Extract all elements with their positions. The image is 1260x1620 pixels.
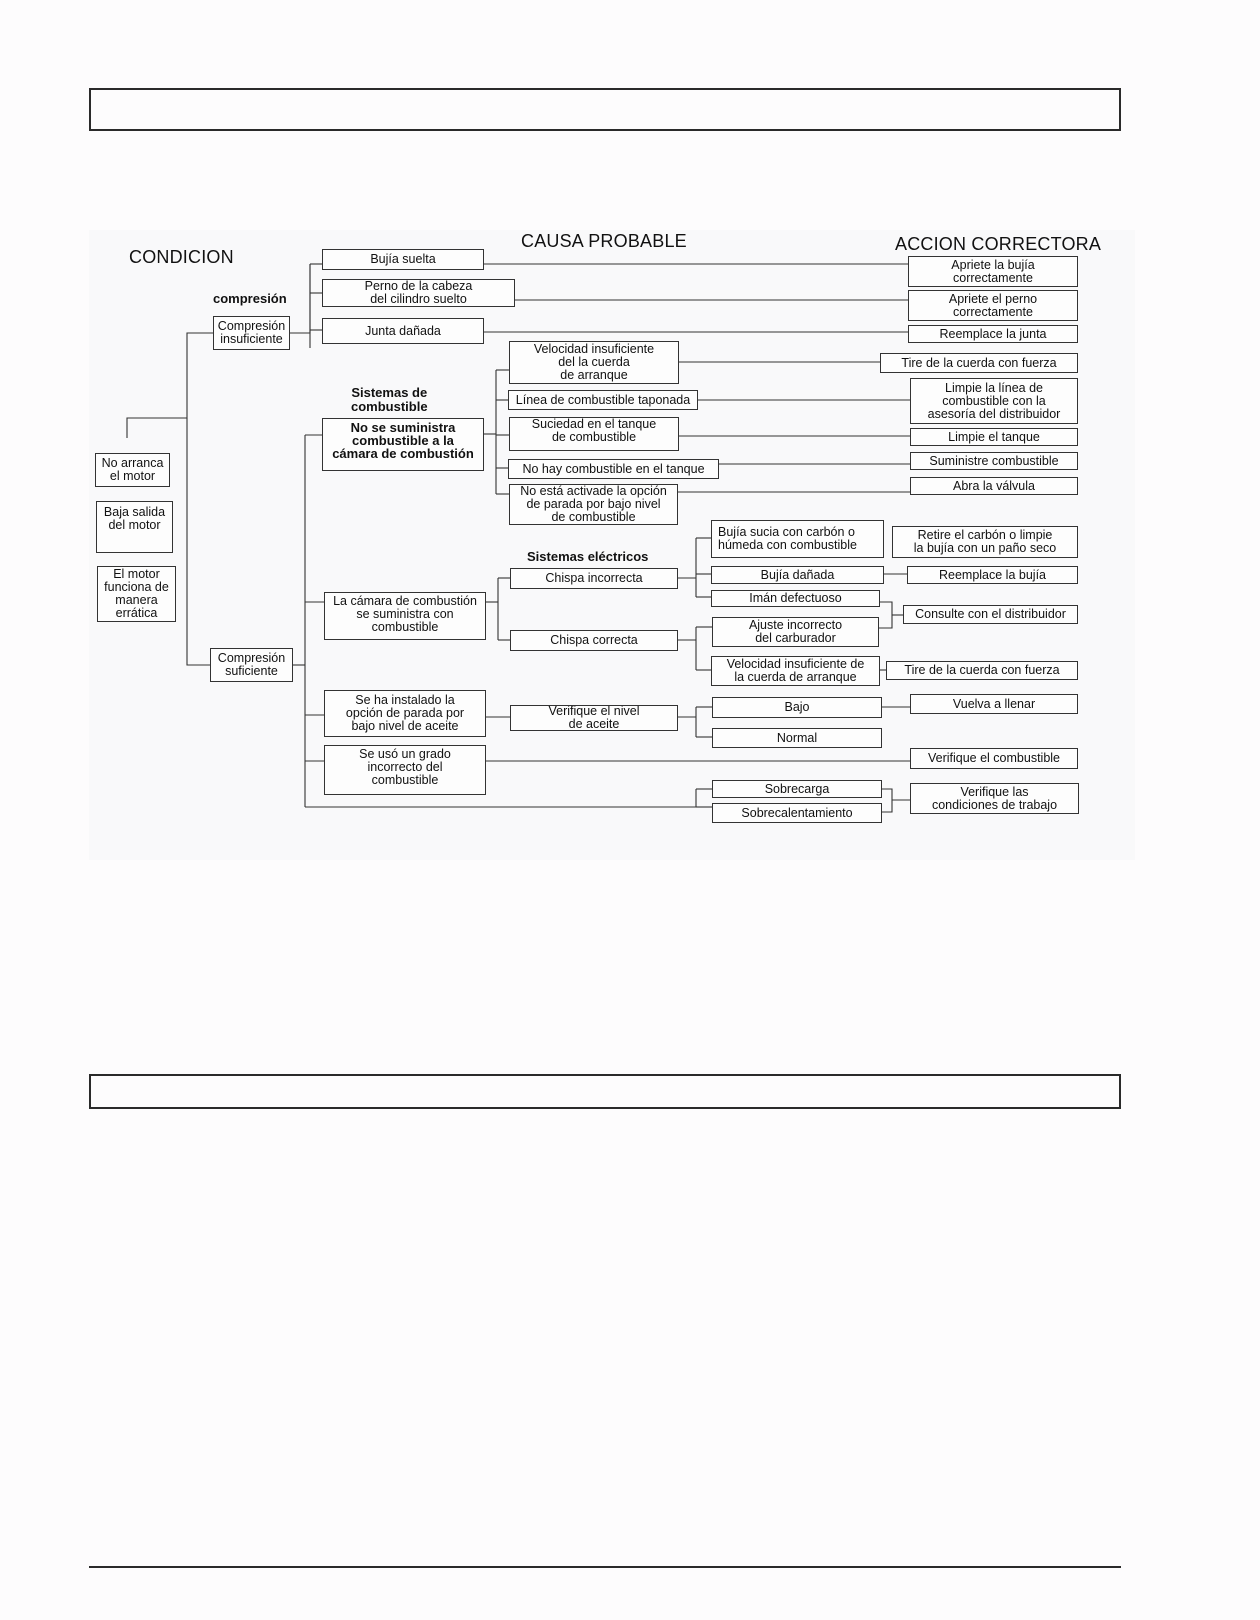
action-apriete-perno: Apriete el perno correctamente [908,290,1078,321]
cause-bujia-danada: Bujía dañada [711,566,884,584]
label-sistemas-electricos: Sistemas eléctricos [527,549,649,564]
cause-no-suministra-combustible: No se suministra combustible a la cámara de combustión [322,418,484,471]
cause-linea-taponada: Línea de combustible taponada [508,390,698,410]
action-suministre-combustible: Suministre combustible [910,452,1078,470]
cause-verifique-aceite: Verifique el nivel de aceite [510,705,678,731]
cause-chispa-correcta: Chispa correcta [510,630,678,651]
header-box-bottom [89,1074,1121,1109]
footer-rule [89,1566,1121,1568]
action-vuelva-llenar: Vuelva a llenar [910,694,1078,714]
cause-ajuste-carburador: Ajuste incorrecto del carburador [712,617,879,647]
cause-junta-danada: Junta dañada [322,318,484,344]
cause-bujia-suelta: Bujía suelta [322,249,484,270]
header-box-top [89,88,1121,131]
action-tire-cuerda: Tire de la cuerda con fuerza [880,353,1078,373]
action-reemplace-bujia: Reemplace la bujía [907,566,1078,584]
heading-accion-correctora: ACCION CORRECTORA [895,234,1102,254]
troubleshooting-diagram [89,230,1135,860]
action-abra-valvula: Abra la válvula [910,477,1078,495]
cause-no-hay-combustible: No hay combustible en el tanque [508,459,719,479]
label-compresion: compresión [213,291,287,306]
condition-no-arranca: No arranca el motor [95,453,170,487]
heading-causa-probable: CAUSA PROBABLE [521,231,687,251]
action-apriete-bujia: Apriete la bujía correctamente [908,256,1078,287]
action-consulte-distribuidor: Consulte con el distribuidor [903,605,1078,624]
action-limpie-linea: Limpie la línea de combustible con la asesoría del distribuidor [910,378,1078,424]
action-limpie-tanque: Limpie el tanque [910,428,1078,446]
cause-normal: Normal [712,728,882,748]
cause-camara-suministra: La cámara de combustión se suministra con combustible [324,592,486,640]
cause-perno-cabeza: Perno de la cabeza del cilindro suelto [322,279,515,307]
cause-grado-incorrecto: Se usó un grado incorrecto del combustible [324,745,486,795]
compresion-suficiente: Compresión suficiente [210,648,293,682]
cause-velocidad-cuerda: Velocidad insuficiente del la cuerda de arranque [509,341,679,384]
action-reemplace-junta: Reemplace la junta [908,325,1078,343]
cause-sobrecalentamiento: Sobrecalentamiento [712,803,882,823]
label-sistemas-combustible: Sistemas de combustible [351,385,428,414]
cause-velocidad-cuerda-2: Velocidad insuficiente de la cuerda de arranque [711,656,880,686]
condition-erratica: El motor funciona de manera errática [97,566,176,622]
cause-iman-defectuoso: Imán defectuoso [711,590,880,607]
cause-sobrecarga: Sobrecarga [712,780,882,798]
action-retire-carbon: Retire el carbón o limpie la bujía con un paño seco [892,526,1078,558]
action-verifique-condiciones: Verifique las condiciones de trabajo [910,783,1079,814]
cause-suciedad-tanque: Suciedad en el tanque de combustible [509,417,679,451]
condition-baja-salida: Baja salida del motor [96,501,173,553]
cause-opcion-aceite: Se ha instalado la opción de parada por bajo nivel de aceite [324,690,486,737]
heading-condicion: CONDICION [129,247,234,267]
cause-bujia-sucia: Bujía sucia con carbón o húmeda con combustible [711,520,884,558]
compresion-insuficiente: Compresión insuficiente [213,316,290,350]
cause-no-activada-opcion: No está activade la opción de parada por bajo nivel de combustible [509,484,678,525]
action-tire-cuerda-2: Tire de la cuerda con fuerza [886,661,1078,680]
action-verifique-combustible: Verifique el combustible [910,748,1078,769]
cause-chispa-incorrecta: Chispa incorrecta [510,568,678,589]
cause-bajo: Bajo [712,697,882,718]
